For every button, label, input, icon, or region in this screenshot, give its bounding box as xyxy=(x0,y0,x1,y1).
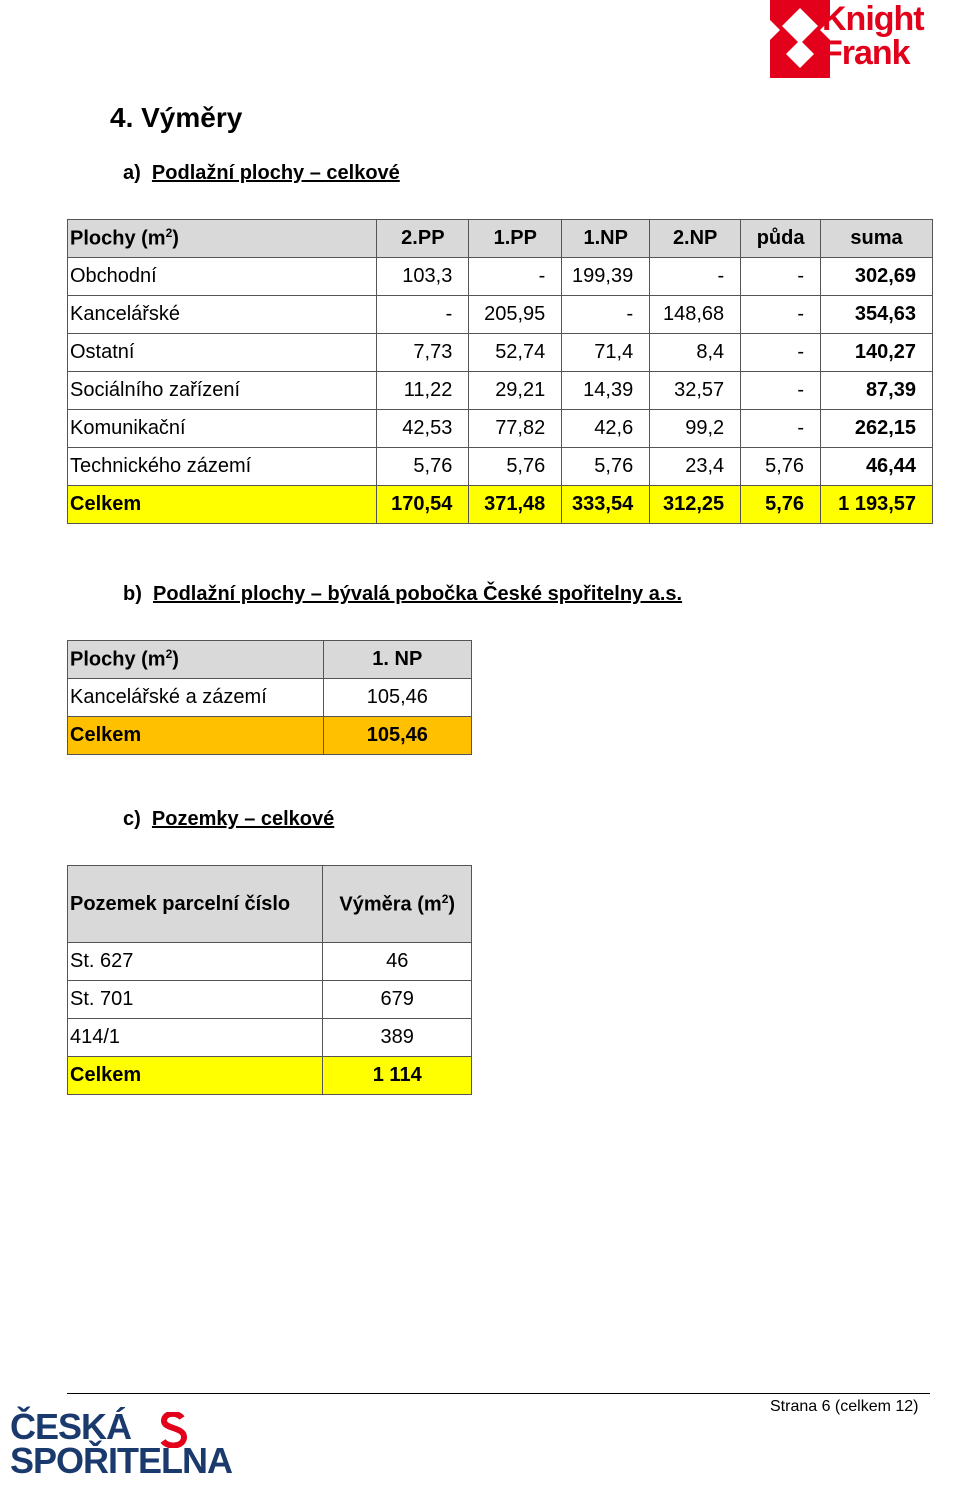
value-cell: 389 xyxy=(323,1019,472,1057)
header-cell: Výměra $(m^2)$ xyxy=(323,866,472,943)
table-row xyxy=(68,1019,472,1057)
table-row xyxy=(68,943,472,981)
value-cell: - xyxy=(741,296,821,334)
value-cell: 77,82 xyxy=(469,410,562,448)
row-label-cell: Obchodní xyxy=(68,258,377,296)
row-label-cell: Kancelářské xyxy=(68,296,377,334)
header-cell: 2.PP xyxy=(377,220,469,258)
header-cell: Plochy $(m^2)$ xyxy=(68,220,377,258)
value-cell: 71,4 xyxy=(562,334,650,372)
value-cell: 23,4 xyxy=(650,448,741,486)
table-total-row xyxy=(68,1057,472,1095)
value-cell: - xyxy=(741,258,821,296)
table-branch-areas xyxy=(67,640,472,755)
total-cell: 333,54 xyxy=(562,486,650,524)
total-cell: 5,76 xyxy=(741,486,821,524)
table-row xyxy=(68,679,472,717)
page-number: Strana 6 (celkem 12) xyxy=(770,1398,919,1415)
table-header-row xyxy=(68,220,933,258)
section-a-heading xyxy=(123,162,400,185)
header-cell: 1. NP xyxy=(323,641,471,679)
total-cell: 1 114 xyxy=(323,1057,472,1095)
value-cell: 7,73 xyxy=(377,334,469,372)
total-cell: 312,25 xyxy=(650,486,741,524)
value-cell: - xyxy=(741,334,821,372)
total-cell: 371,48 xyxy=(469,486,562,524)
value-cell: 29,21 xyxy=(469,372,562,410)
value-cell: 46,44 xyxy=(821,448,933,486)
ceska-sporitelna-s-icon xyxy=(160,1412,188,1448)
value-cell: 32,57 xyxy=(650,372,741,410)
value-cell: - xyxy=(562,296,650,334)
header-cell: Plochy $(m^2)$ xyxy=(68,641,324,679)
row-label-cell: St. 627 xyxy=(68,943,323,981)
section-c-heading xyxy=(123,808,334,831)
table-row xyxy=(68,372,933,410)
section-a-title: Podlažní plochy – celkové xyxy=(151,162,400,184)
logo-line-1: ČESKÁ xyxy=(10,1406,132,1447)
row-label-cell: Technického zázemí xyxy=(68,448,377,486)
value-cell: 148,68 xyxy=(650,296,741,334)
value-cell: 87,39 xyxy=(821,372,933,410)
value-cell: - xyxy=(741,410,821,448)
page-title: 4. Výměry xyxy=(110,102,243,133)
value-cell: 14,39 xyxy=(562,372,650,410)
section-c-label: c) xyxy=(123,808,141,830)
table-cell: 105,46 xyxy=(323,679,471,717)
row-label-cell: St. 701 xyxy=(68,981,323,1019)
row-label-cell: Komunikační xyxy=(68,410,377,448)
value-cell: 302,69 xyxy=(821,258,933,296)
logo-line-2: SPOŘITELNA xyxy=(10,1440,233,1481)
knight-frank-mark-icon xyxy=(770,0,830,78)
value-cell: 5,76 xyxy=(741,448,821,486)
table-total-row xyxy=(68,486,933,524)
table-total-row xyxy=(68,717,472,755)
header-cell: 1.NP xyxy=(562,220,650,258)
header-cell: Pozemek parcelní číslo xyxy=(68,866,323,943)
header-cell: 2.NP xyxy=(650,220,741,258)
section-b-label: b) xyxy=(123,583,142,605)
value-cell: 42,53 xyxy=(377,410,469,448)
footer-divider xyxy=(67,1393,930,1394)
value-cell: 52,74 xyxy=(469,334,562,372)
value-cell: 140,27 xyxy=(821,334,933,372)
value-cell: 262,15 xyxy=(821,410,933,448)
table-header-row xyxy=(68,866,472,943)
ceska-sporitelna-logo xyxy=(10,1406,233,1490)
table-row xyxy=(68,334,933,372)
total-cell: 105,46 xyxy=(323,717,471,755)
value-cell: - xyxy=(650,258,741,296)
table-row xyxy=(68,448,933,486)
value-cell: 5,76 xyxy=(562,448,650,486)
total-cell: 1 193,57 xyxy=(821,486,933,524)
value-cell: 5,76 xyxy=(469,448,562,486)
table-row xyxy=(68,410,933,448)
value-cell: 679 xyxy=(323,981,472,1019)
value-cell: 354,63 xyxy=(821,296,933,334)
section-a-label: a) xyxy=(123,162,141,184)
logo-line-1: Knight xyxy=(822,0,924,38)
header-cell: suma xyxy=(821,220,933,258)
value-cell: 99,2 xyxy=(650,410,741,448)
row-label-cell: Ostatní xyxy=(68,334,377,372)
table-land-plots xyxy=(67,865,472,1095)
knight-frank-wordmark xyxy=(822,2,924,70)
header-cell: 1.PP xyxy=(469,220,562,258)
value-cell: 11,22 xyxy=(377,372,469,410)
logo-line-2: Frank xyxy=(822,34,910,72)
header-cell: půda xyxy=(741,220,821,258)
value-cell: 199,39 xyxy=(562,258,650,296)
table-row xyxy=(68,296,933,334)
table-floor-areas xyxy=(67,219,933,524)
value-cell: 5,76 xyxy=(377,448,469,486)
section-c-title: Pozemky – celkové xyxy=(151,808,335,830)
row-label-cell: Sociálního zařízení xyxy=(68,372,377,410)
value-cell: - xyxy=(469,258,562,296)
total-cell: Celkem xyxy=(68,1057,323,1095)
section-b-heading xyxy=(123,583,682,606)
row-label-cell: 414/1 xyxy=(68,1019,323,1057)
total-cell: Celkem xyxy=(68,717,324,755)
table-cell: Kancelářské a zázemí xyxy=(68,679,324,717)
value-cell: 8,4 xyxy=(650,334,741,372)
value-cell: 103,3 xyxy=(377,258,469,296)
value-cell: - xyxy=(377,296,469,334)
total-cell: 170,54 xyxy=(377,486,469,524)
table-row xyxy=(68,258,933,296)
section-b-title: Podlažní plochy – bývalá pobočka České spořitelny a.s. xyxy=(153,583,683,605)
value-cell: 42,6 xyxy=(562,410,650,448)
value-cell: 46 xyxy=(323,943,472,981)
value-cell: - xyxy=(741,372,821,410)
total-cell: Celkem xyxy=(68,486,377,524)
value-cell: 205,95 xyxy=(469,296,562,334)
table-row xyxy=(68,981,472,1019)
table-header-row xyxy=(68,641,472,679)
